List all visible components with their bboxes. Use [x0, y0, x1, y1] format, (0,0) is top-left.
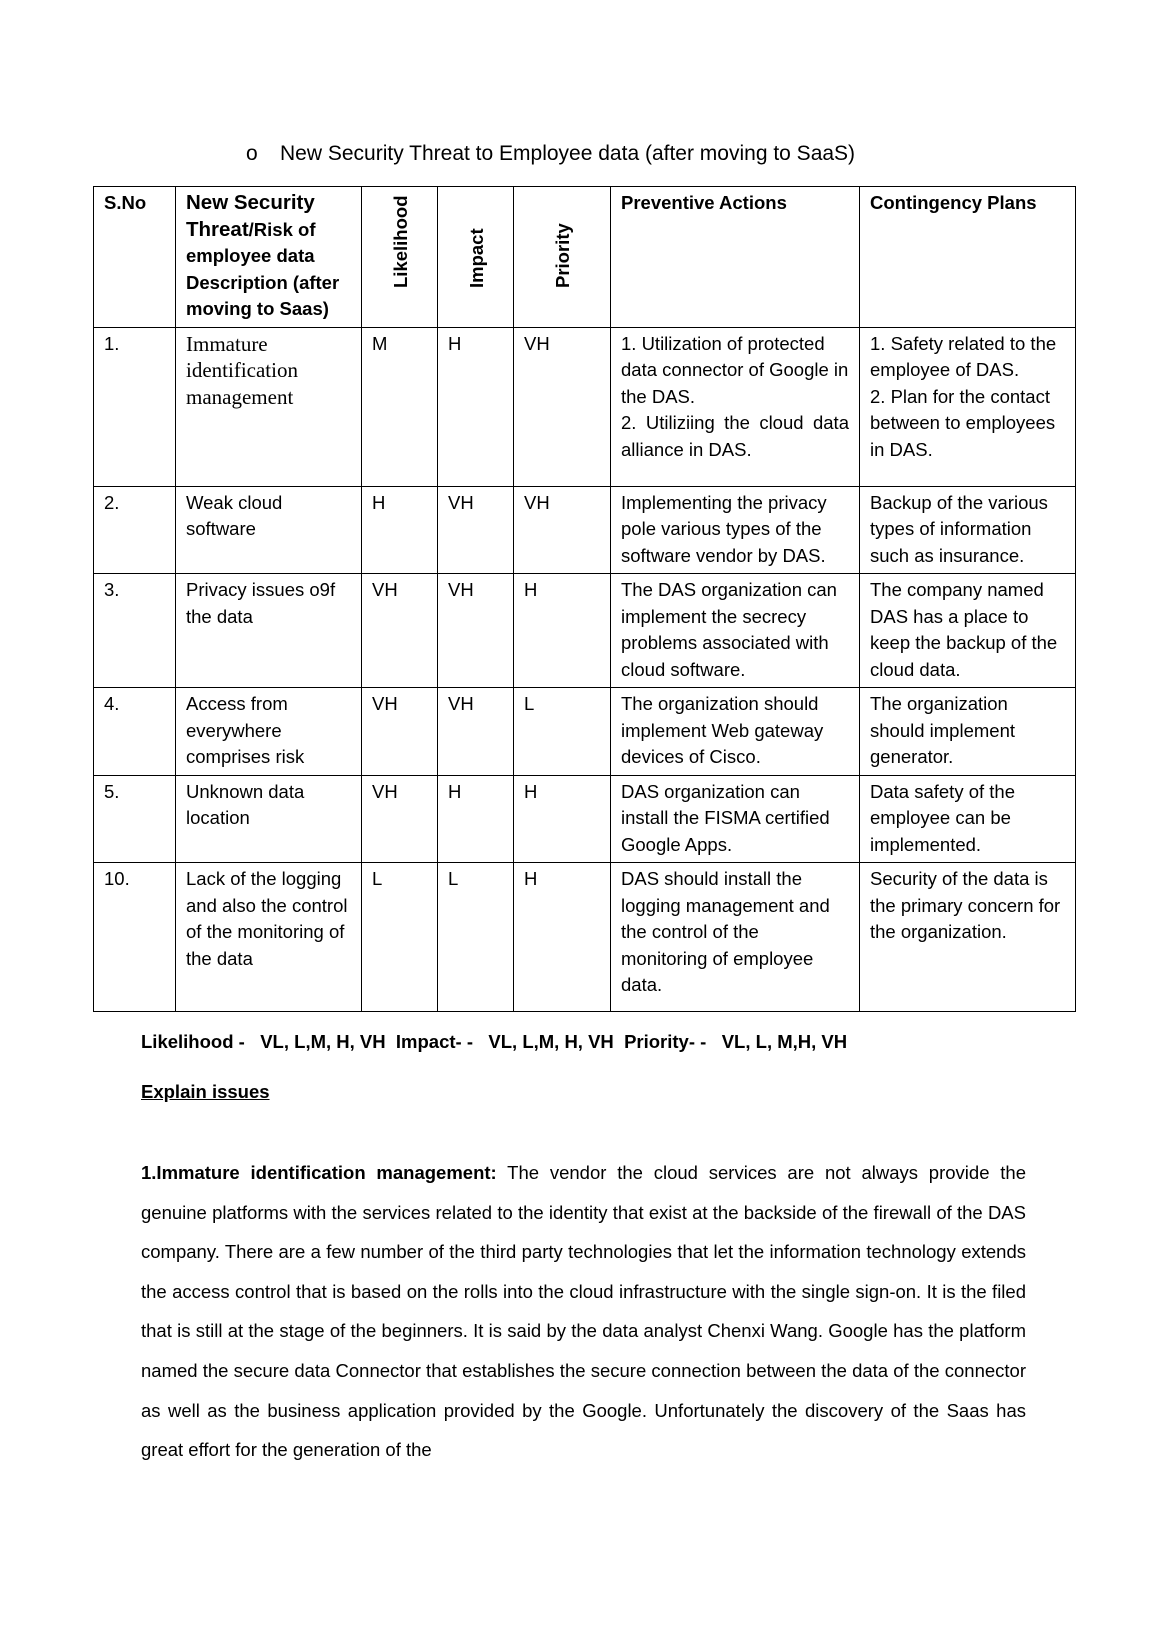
- cell-priority: VH: [514, 486, 611, 574]
- cell-impact: VH: [438, 688, 514, 776]
- bullet-marker: o: [246, 142, 258, 165]
- cell-sno: 5.: [94, 775, 176, 863]
- cell-impact: VH: [438, 486, 514, 574]
- rating-legend: Likelihood - VL, L,M, H, VH Impact- - VL, L,M, H, VH Priority- - VL, L, M,H, VH: [141, 1031, 848, 1052]
- cell-contingency: The organization should implement generator.: [860, 688, 1076, 776]
- contingency-line: 2. Plan for the contact between to employees in DAS.: [870, 385, 1056, 460]
- cell-impact: H: [438, 775, 514, 863]
- preventive-line: 2. Utiliziing the cloud data alliance in DAS.: [621, 412, 849, 460]
- header-impact: [438, 187, 514, 328]
- cell-likelihood: VH: [362, 574, 438, 688]
- header-threat: [176, 187, 362, 328]
- header-preventive: Preventive Actions: [611, 187, 860, 328]
- cell-priority: H: [514, 863, 611, 1012]
- cell-sno: 4.: [94, 688, 176, 776]
- cell-likelihood: VH: [362, 775, 438, 863]
- cell-priority: H: [514, 775, 611, 863]
- header-priority: [514, 187, 611, 328]
- cell-contingency: Data safety of the employee can be implemented.: [860, 775, 1076, 863]
- cell-preventive: DAS organization can install the FISMA certified Google Apps.: [611, 775, 860, 863]
- cell-likelihood: H: [362, 486, 438, 574]
- issue-paragraph: [141, 1153, 1026, 1470]
- cell-preventive: The organization should implement Web gateway devices of Cisco.: [611, 688, 860, 776]
- risk-table: [93, 186, 1076, 1012]
- cell-preventive: [611, 327, 860, 486]
- section-heading: [246, 142, 855, 166]
- cell-contingency: Security of the data is the primary concern for the organization.: [860, 863, 1076, 1012]
- contingency-line: 1. Safety related to the employee of DAS.: [870, 332, 1057, 380]
- cell-sno: 2.: [94, 486, 176, 574]
- cell-contingency: The company named DAS has a place to keep the backup of the cloud data.: [860, 574, 1076, 688]
- header-priority-label: Priority: [552, 223, 573, 288]
- cell-priority: VH: [514, 327, 611, 486]
- table-row: [94, 327, 1076, 486]
- cell-sno: 1.: [94, 327, 176, 486]
- cell-priority: H: [514, 574, 611, 688]
- table-row: [94, 775, 1076, 863]
- table-row: [94, 486, 1076, 574]
- cell-threat: Weak cloud software: [176, 486, 362, 574]
- cell-threat: Lack of the logging and also the control of the monitoring of the data: [176, 863, 362, 1012]
- table-row: [94, 688, 1076, 776]
- header-contingency: Contingency Plans: [860, 187, 1076, 328]
- header-sno: S.No: [94, 187, 176, 328]
- cell-impact: H: [438, 327, 514, 486]
- cell-contingency: Backup of the various types of information such as insurance.: [860, 486, 1076, 574]
- cell-impact: L: [438, 863, 514, 1012]
- header-threat-bold: New Security Threat: [186, 191, 315, 241]
- cell-preventive: DAS should install the logging management and the control of the monitoring of employee data.: [611, 863, 860, 1012]
- cell-threat: Access from everywhere comprises risk: [176, 688, 362, 776]
- issue-lead: 1.Immature identification management:: [141, 1162, 497, 1183]
- cell-sno: 10.: [94, 863, 176, 1012]
- header-likelihood: [362, 187, 438, 328]
- cell-impact: VH: [438, 574, 514, 688]
- cell-likelihood: VH: [362, 688, 438, 776]
- cell-sno: 3.: [94, 574, 176, 688]
- table-header-row: [94, 187, 1076, 328]
- cell-preventive: Implementing the privacy pole various types of the software vendor by DAS.: [611, 486, 860, 574]
- cell-preventive: The DAS organization can implement the secrecy problems associated with cloud software.: [611, 574, 860, 688]
- header-likelihood-label: Likelihood: [389, 195, 411, 288]
- cell-threat: Unknown data location: [176, 775, 362, 863]
- cell-priority: L: [514, 688, 611, 776]
- cell-likelihood: L: [362, 863, 438, 1012]
- issue-body: The vendor the cloud services are not always provide the genuine platforms with the services related to the identity that exist at the backside of the firewall of the DAS company. There are a few number of the third party technologies that let the information technology extends the access control that is based on the rolls into the cloud infrastructure with the single sign-on. It is the filed that is still at the stage of the beginners. It is said by the data analyst Chenxi Wang. Google has the platform named the secure data Connector that establishes the secure connection between the data of the connector as well as the business application provided by the Google. Unfortunately the discovery of the Saas has great effort for the generation of the: [141, 1162, 1027, 1461]
- preventive-line: 1. Utilization of protected data connector of Google in the DAS.: [621, 332, 849, 407]
- heading-text: New Security Threat to Employee data (after moving to SaaS): [280, 142, 856, 165]
- cell-threat: Privacy issues o9f the data: [176, 574, 362, 688]
- header-impact-label: Impact: [465, 228, 487, 288]
- cell-threat: Immature identification management: [176, 327, 362, 486]
- table-row: [94, 863, 1076, 1012]
- table-row: [94, 574, 1076, 688]
- cell-likelihood: M: [362, 327, 438, 486]
- header-threat-rest: /Risk of employee data Description (after moving to Saas): [186, 218, 340, 319]
- cell-contingency: [860, 327, 1076, 486]
- explain-heading: Explain issues: [141, 1081, 270, 1102]
